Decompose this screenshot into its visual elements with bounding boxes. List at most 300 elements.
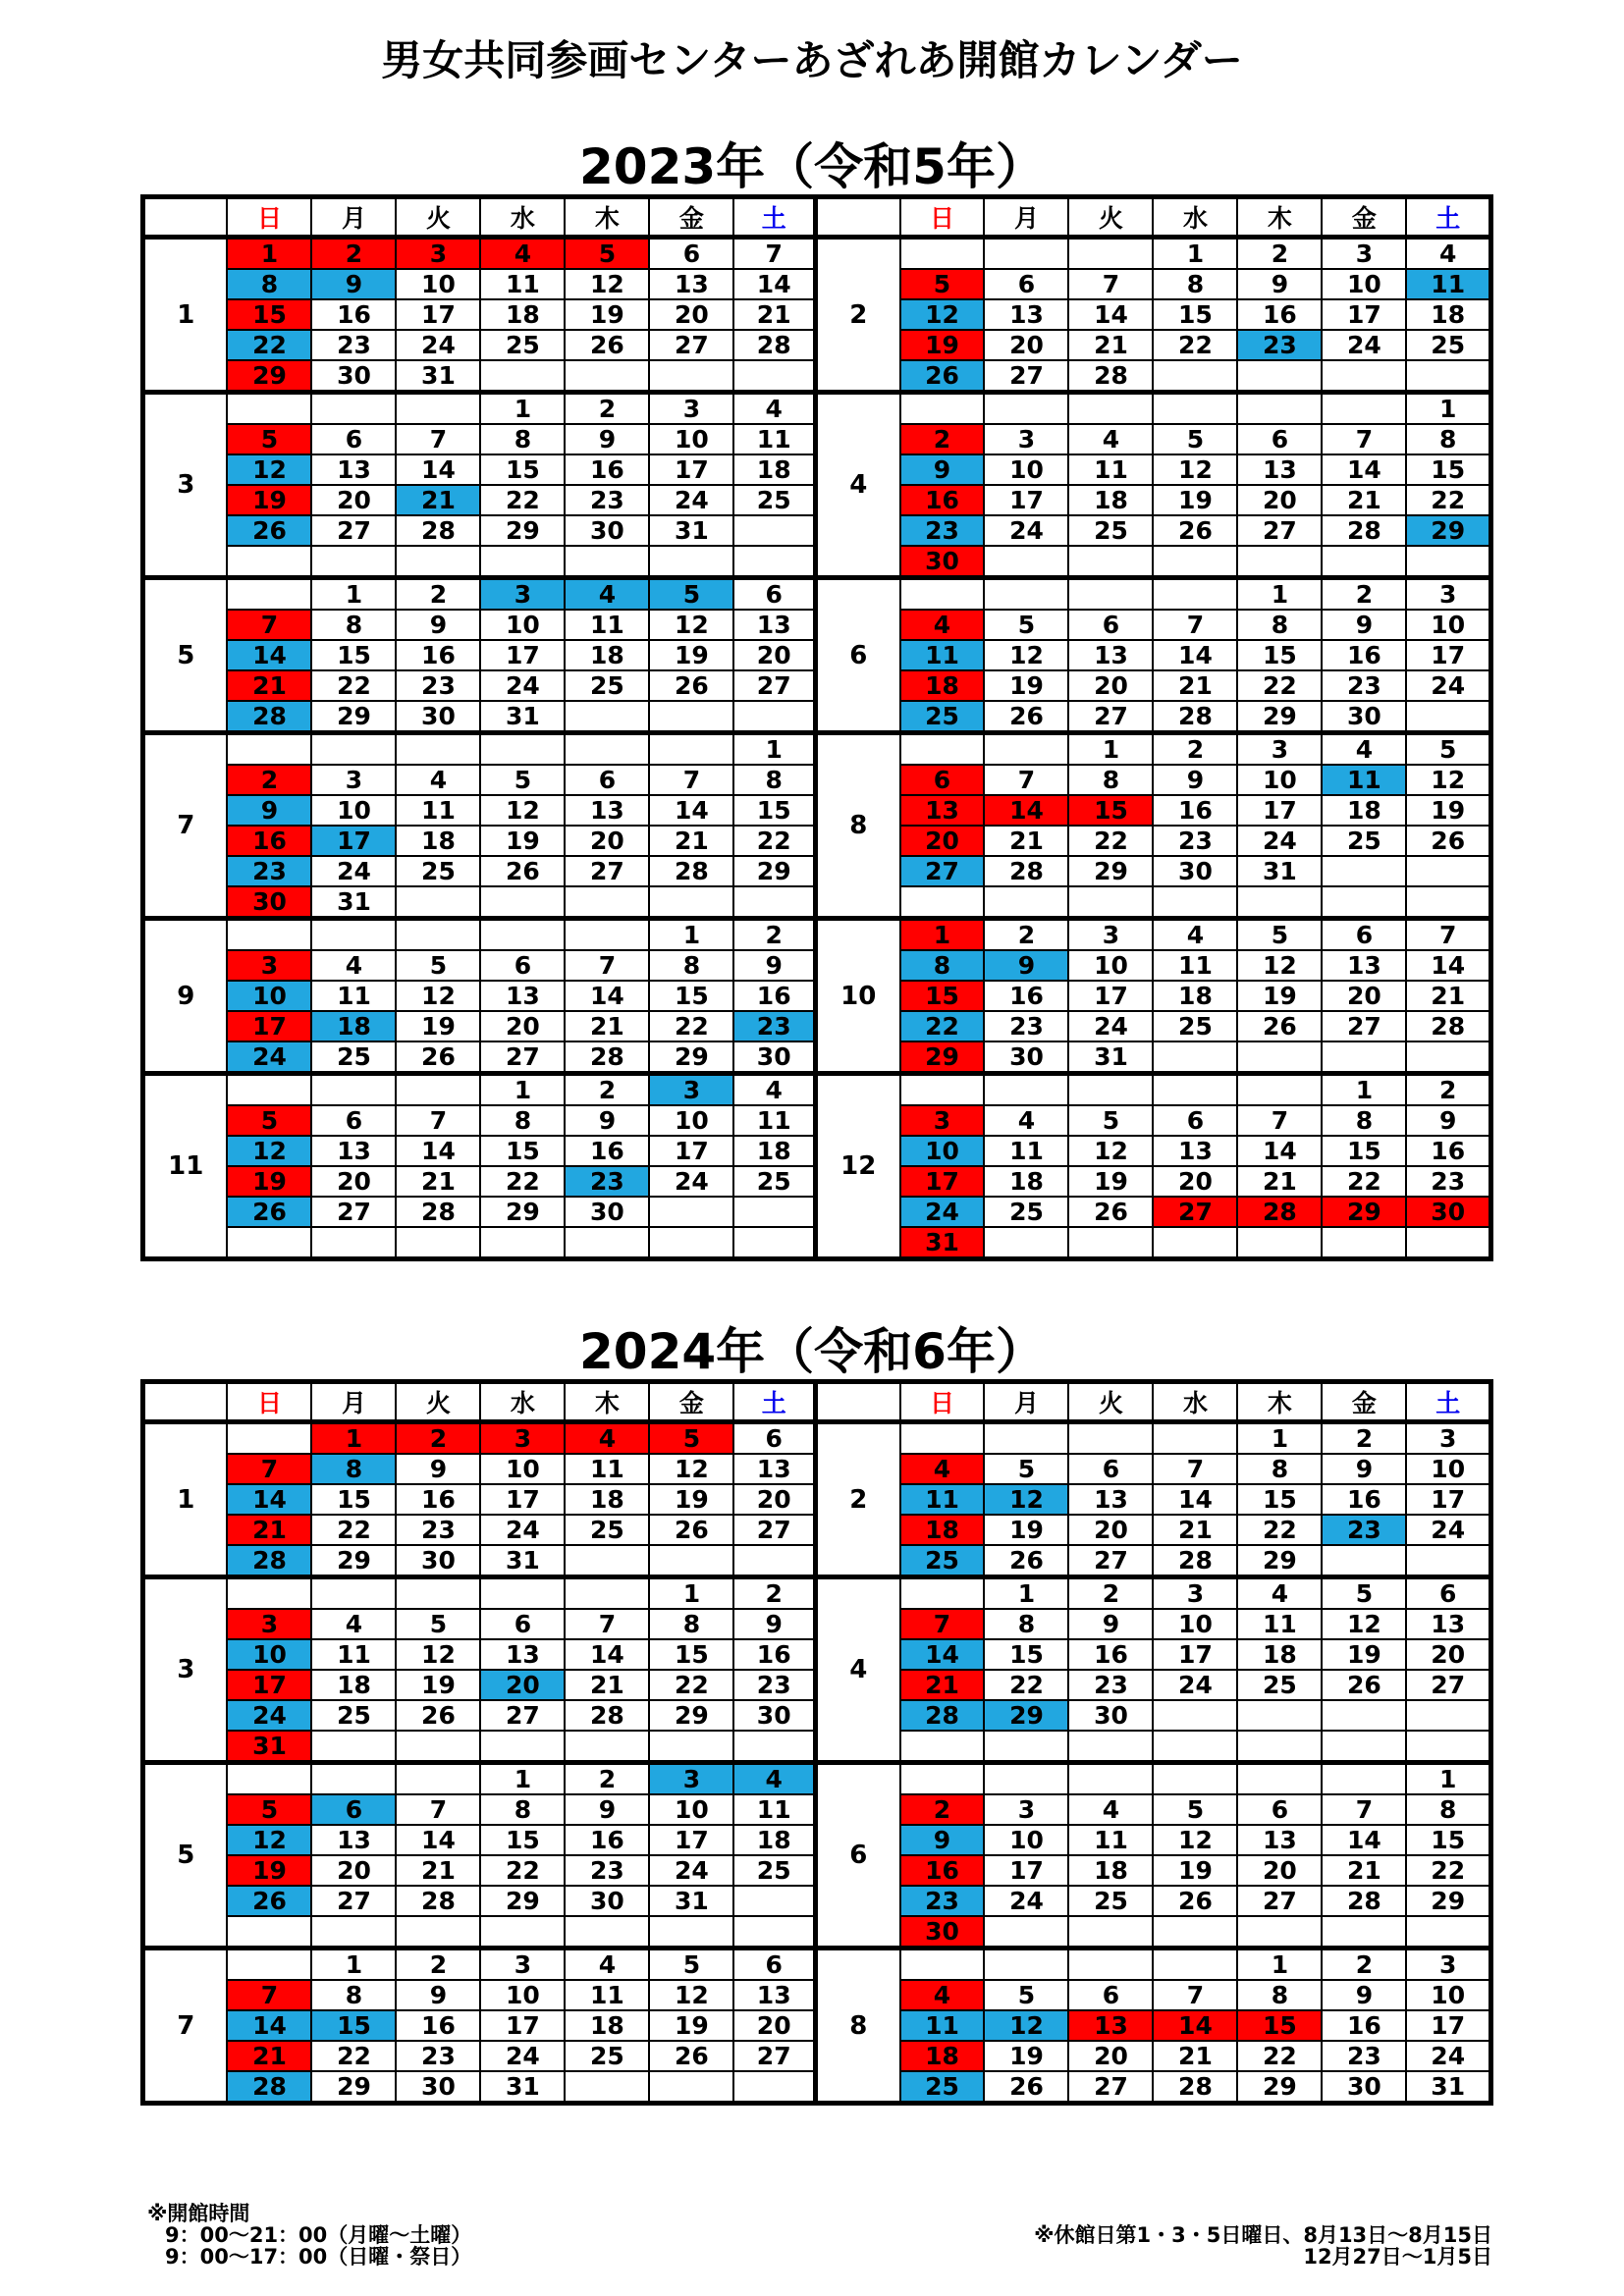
- day-cell: 25: [311, 1700, 396, 1731]
- day-cell: 14: [565, 981, 649, 1011]
- day-cell: 6: [1068, 1454, 1153, 1484]
- day-cell: 16: [227, 826, 311, 856]
- month-label: 8: [816, 1949, 900, 2104]
- year-title-2023: 2023年（令和5年）: [579, 138, 1045, 195]
- day-cell: [480, 1916, 565, 1949]
- day-cell: [396, 1074, 480, 1106]
- day-cell: 31: [396, 360, 480, 393]
- day-cell: 26: [396, 1041, 480, 1074]
- day-cell: 25: [1153, 1011, 1237, 1041]
- day-cell: 7: [1237, 1105, 1322, 1136]
- day-cell: 1: [311, 578, 396, 611]
- day-cell: 1: [480, 393, 565, 425]
- day-cell: 30: [311, 360, 396, 393]
- day-cell: 14: [396, 1136, 480, 1166]
- day-cell: 6: [1153, 1105, 1237, 1136]
- day-cell: 26: [227, 1886, 311, 1916]
- day-cell: 26: [1406, 826, 1490, 856]
- day-cell: 5: [227, 1105, 311, 1136]
- day-cell: 28: [1406, 1011, 1490, 1041]
- day-cell: 17: [649, 1825, 733, 1855]
- day-cell: 9: [1322, 610, 1406, 640]
- day-cell: 11: [311, 1639, 396, 1670]
- week-row: [143, 238, 1491, 270]
- month-label: 4: [816, 1577, 900, 1763]
- day-cell: 12: [984, 2010, 1068, 2041]
- day-cell: 27: [1068, 2071, 1153, 2104]
- day-cell: 21: [1068, 330, 1153, 360]
- day-cell: 21: [1406, 981, 1490, 1011]
- day-cell: 27: [733, 1515, 815, 1545]
- day-cell: 12: [227, 1136, 311, 1166]
- day-cell: [900, 1422, 985, 1455]
- day-cell: 3: [480, 578, 565, 611]
- day-cell: [227, 393, 311, 425]
- month-label: 7: [143, 1949, 228, 2104]
- day-cell: [565, 360, 649, 393]
- day-cell: 21: [649, 826, 733, 856]
- day-cell: 3: [649, 393, 733, 425]
- day-cell: 14: [565, 1639, 649, 1670]
- day-cell: 17: [1068, 981, 1153, 1011]
- day-cell: 7: [1153, 1454, 1237, 1484]
- day-cell: [1406, 1700, 1490, 1731]
- day-cell: 15: [1322, 1136, 1406, 1166]
- day-cell: [733, 701, 815, 733]
- day-cell: [1153, 1949, 1237, 1981]
- month-label: 11: [143, 1074, 228, 1259]
- day-cell: 7: [1322, 1794, 1406, 1825]
- day-cell: 7: [565, 1609, 649, 1639]
- day-cell: [900, 733, 985, 766]
- day-cell: 12: [900, 299, 985, 330]
- day-cell: [311, 1916, 396, 1949]
- day-cell: 13: [733, 610, 815, 640]
- day-cell: 17: [396, 299, 480, 330]
- day-cell: 4: [1406, 238, 1490, 270]
- day-cell: 20: [480, 1011, 565, 1041]
- day-cell: 18: [900, 1515, 985, 1545]
- day-cell: 28: [227, 701, 311, 733]
- day-cell: [1322, 1227, 1406, 1259]
- day-cell: [396, 393, 480, 425]
- month-label: 5: [143, 1763, 228, 1949]
- day-cell: 23: [396, 1515, 480, 1545]
- day-cell: 20: [480, 1670, 565, 1700]
- day-cell: [227, 1227, 311, 1259]
- day-cell: 19: [1237, 981, 1322, 1011]
- weekday-header: 金: [1322, 1382, 1406, 1422]
- day-cell: 16: [1406, 1136, 1490, 1166]
- day-cell: 21: [396, 1855, 480, 1886]
- day-cell: 9: [900, 454, 985, 485]
- day-cell: 15: [1237, 1484, 1322, 1515]
- day-cell: 2: [1237, 238, 1322, 270]
- day-cell: 29: [1068, 856, 1153, 886]
- day-cell: 5: [565, 238, 649, 270]
- day-cell: 28: [565, 1700, 649, 1731]
- day-cell: 25: [1068, 515, 1153, 546]
- day-cell: [1153, 1041, 1237, 1074]
- day-cell: 23: [1237, 330, 1322, 360]
- day-cell: 29: [900, 1041, 985, 1074]
- day-cell: [733, 1916, 815, 1949]
- day-cell: 28: [1153, 2071, 1237, 2104]
- day-cell: 8: [311, 610, 396, 640]
- day-cell: 31: [1237, 856, 1322, 886]
- day-cell: 31: [480, 701, 565, 733]
- day-cell: 5: [396, 1609, 480, 1639]
- day-cell: [900, 1763, 985, 1795]
- day-cell: [984, 1227, 1068, 1259]
- day-cell: 2: [900, 1794, 985, 1825]
- day-cell: 25: [480, 330, 565, 360]
- day-cell: 10: [1406, 1454, 1490, 1484]
- day-cell: 15: [984, 1639, 1068, 1670]
- day-cell: 22: [649, 1011, 733, 1041]
- day-cell: 1: [1237, 578, 1322, 611]
- day-cell: 13: [480, 981, 565, 1011]
- day-cell: 12: [227, 454, 311, 485]
- day-cell: [1406, 1545, 1490, 1577]
- weekday-header: 木: [1237, 1382, 1322, 1422]
- day-cell: 24: [649, 1166, 733, 1197]
- day-cell: 20: [1068, 1515, 1153, 1545]
- day-cell: 19: [396, 1011, 480, 1041]
- day-cell: 2: [1322, 578, 1406, 611]
- day-cell: 17: [480, 1484, 565, 1515]
- day-cell: 6: [733, 1422, 815, 1455]
- day-cell: 20: [733, 2010, 815, 2041]
- day-cell: 10: [649, 1105, 733, 1136]
- day-cell: [900, 1949, 985, 1981]
- weekday-header: 土: [1406, 1382, 1490, 1422]
- day-cell: 2: [565, 1763, 649, 1795]
- month-header-blank: [816, 197, 900, 238]
- day-cell: [565, 733, 649, 766]
- day-cell: 5: [984, 1980, 1068, 2010]
- day-cell: 18: [900, 670, 985, 701]
- day-cell: 4: [1068, 1794, 1153, 1825]
- day-cell: 7: [227, 1980, 311, 2010]
- day-cell: [1068, 1074, 1153, 1106]
- day-cell: [733, 1731, 815, 1763]
- day-cell: 18: [984, 1166, 1068, 1197]
- day-cell: [649, 886, 733, 919]
- day-cell: 2: [1068, 1577, 1153, 1610]
- day-cell: 17: [227, 1670, 311, 1700]
- day-cell: 6: [649, 238, 733, 270]
- day-cell: [1406, 1731, 1490, 1763]
- weekday-header: 日: [900, 1382, 985, 1422]
- day-cell: 30: [900, 1916, 985, 1949]
- day-cell: 4: [480, 238, 565, 270]
- day-cell: [1322, 1700, 1406, 1731]
- day-cell: [1153, 886, 1237, 919]
- weekday-header: 木: [1237, 197, 1322, 238]
- day-cell: 26: [1153, 515, 1237, 546]
- day-cell: 9: [1406, 1105, 1490, 1136]
- day-cell: 29: [311, 2071, 396, 2104]
- day-cell: 28: [396, 1197, 480, 1227]
- day-cell: 7: [396, 424, 480, 454]
- day-cell: [1068, 546, 1153, 578]
- day-cell: 30: [565, 1886, 649, 1916]
- weekday-header: 木: [565, 1382, 649, 1422]
- day-cell: 25: [900, 1545, 985, 1577]
- week-row: [143, 1949, 1491, 1981]
- day-cell: 19: [1068, 1166, 1153, 1197]
- day-cell: 4: [900, 1454, 985, 1484]
- day-cell: 12: [396, 1639, 480, 1670]
- day-cell: 26: [565, 330, 649, 360]
- day-cell: 21: [227, 670, 311, 701]
- day-cell: 19: [649, 640, 733, 670]
- day-cell: 20: [733, 640, 815, 670]
- day-cell: [480, 546, 565, 578]
- day-cell: 3: [396, 238, 480, 270]
- day-cell: [1237, 1227, 1322, 1259]
- day-cell: 19: [984, 670, 1068, 701]
- day-cell: 8: [1237, 610, 1322, 640]
- day-cell: 1: [649, 1577, 733, 1610]
- day-cell: 19: [649, 1484, 733, 1515]
- week-row: [143, 1763, 1491, 1795]
- day-cell: 18: [396, 826, 480, 856]
- day-cell: 19: [1322, 1639, 1406, 1670]
- day-cell: 29: [984, 1700, 1068, 1731]
- day-cell: 18: [1406, 299, 1490, 330]
- day-cell: [227, 733, 311, 766]
- day-cell: [900, 1731, 985, 1763]
- day-cell: 17: [1406, 1484, 1490, 1515]
- day-cell: 6: [1068, 610, 1153, 640]
- day-cell: 13: [1237, 1825, 1322, 1855]
- day-cell: 18: [311, 1670, 396, 1700]
- day-cell: 12: [649, 1980, 733, 2010]
- day-cell: 13: [649, 269, 733, 299]
- day-cell: 8: [480, 1794, 565, 1825]
- weekday-header: 水: [480, 197, 565, 238]
- day-cell: 8: [649, 950, 733, 981]
- day-cell: 18: [900, 2041, 985, 2071]
- day-cell: [396, 546, 480, 578]
- day-cell: 5: [900, 269, 985, 299]
- day-cell: 28: [984, 856, 1068, 886]
- day-cell: [900, 886, 985, 919]
- day-cell: 19: [1153, 1855, 1237, 1886]
- day-cell: 9: [733, 950, 815, 981]
- day-cell: 22: [480, 1855, 565, 1886]
- day-cell: [984, 1763, 1068, 1795]
- day-cell: 12: [396, 981, 480, 1011]
- day-cell: 9: [1322, 1454, 1406, 1484]
- weekday-header: 月: [984, 197, 1068, 238]
- day-cell: 16: [984, 981, 1068, 1011]
- day-cell: 21: [396, 1166, 480, 1197]
- day-cell: 8: [480, 1105, 565, 1136]
- day-cell: 7: [733, 238, 815, 270]
- day-cell: 14: [1068, 299, 1153, 330]
- week-row: [143, 578, 1491, 611]
- day-cell: [227, 546, 311, 578]
- day-cell: 9: [311, 269, 396, 299]
- day-cell: 14: [1153, 1484, 1237, 1515]
- day-cell: 14: [1406, 950, 1490, 981]
- day-cell: 7: [227, 610, 311, 640]
- day-cell: 8: [1153, 269, 1237, 299]
- day-cell: 15: [311, 2010, 396, 2041]
- day-cell: [311, 546, 396, 578]
- day-cell: 16: [1322, 2010, 1406, 2041]
- day-cell: [733, 360, 815, 393]
- day-cell: [311, 1074, 396, 1106]
- day-cell: [1153, 1422, 1237, 1455]
- day-cell: 22: [1237, 1515, 1322, 1545]
- day-cell: 14: [900, 1639, 985, 1670]
- day-cell: 19: [227, 485, 311, 515]
- day-cell: 26: [900, 360, 985, 393]
- day-cell: [1322, 393, 1406, 425]
- day-cell: 30: [733, 1700, 815, 1731]
- day-cell: 9: [565, 424, 649, 454]
- day-cell: 28: [1153, 701, 1237, 733]
- day-cell: 24: [480, 1515, 565, 1545]
- day-cell: 13: [733, 1454, 815, 1484]
- day-cell: [900, 1074, 985, 1106]
- day-cell: [649, 1545, 733, 1577]
- day-cell: 23: [565, 1166, 649, 1197]
- day-cell: [1068, 1916, 1153, 1949]
- month-label: 12: [816, 1074, 900, 1259]
- day-cell: 19: [227, 1855, 311, 1886]
- day-cell: 18: [733, 1825, 815, 1855]
- day-cell: 15: [1237, 2010, 1322, 2041]
- day-cell: [1237, 1731, 1322, 1763]
- day-cell: 22: [649, 1670, 733, 1700]
- day-cell: 15: [480, 1825, 565, 1855]
- day-cell: [1322, 360, 1406, 393]
- day-cell: 10: [227, 981, 311, 1011]
- day-cell: [565, 1577, 649, 1610]
- day-cell: 9: [396, 1454, 480, 1484]
- day-cell: 29: [1237, 2071, 1322, 2104]
- day-cell: 8: [311, 1454, 396, 1484]
- day-cell: 25: [1406, 330, 1490, 360]
- day-cell: 24: [984, 1886, 1068, 1916]
- day-cell: [984, 1074, 1068, 1106]
- weekday-header: 水: [1153, 197, 1237, 238]
- day-cell: 22: [311, 670, 396, 701]
- day-cell: 11: [1237, 1609, 1322, 1639]
- day-cell: 3: [984, 424, 1068, 454]
- day-cell: [1322, 886, 1406, 919]
- day-cell: 23: [1322, 1515, 1406, 1545]
- day-cell: 2: [733, 1577, 815, 1610]
- weekday-header: 火: [396, 1382, 480, 1422]
- day-cell: [733, 515, 815, 546]
- day-cell: 20: [649, 299, 733, 330]
- day-cell: 28: [649, 856, 733, 886]
- day-cell: 8: [1237, 1454, 1322, 1484]
- day-cell: [311, 1227, 396, 1259]
- day-cell: 29: [733, 856, 815, 886]
- day-cell: 22: [1237, 670, 1322, 701]
- day-cell: 21: [565, 1670, 649, 1700]
- day-cell: 11: [733, 1794, 815, 1825]
- day-cell: 27: [649, 330, 733, 360]
- day-cell: 14: [1237, 1136, 1322, 1166]
- day-cell: 2: [733, 919, 815, 951]
- day-cell: 13: [1153, 1136, 1237, 1166]
- day-cell: 30: [900, 546, 985, 578]
- day-cell: 9: [1237, 269, 1322, 299]
- day-cell: 5: [649, 1949, 733, 1981]
- month-label: 1: [143, 238, 228, 393]
- day-cell: 8: [900, 950, 985, 981]
- day-cell: 5: [1406, 733, 1490, 766]
- day-cell: 25: [900, 2071, 985, 2104]
- day-cell: 27: [1153, 1197, 1237, 1227]
- day-cell: [1237, 1763, 1322, 1795]
- day-cell: 14: [227, 640, 311, 670]
- day-cell: 15: [311, 1484, 396, 1515]
- day-cell: [984, 393, 1068, 425]
- day-cell: 11: [1068, 1825, 1153, 1855]
- day-cell: 27: [984, 360, 1068, 393]
- day-cell: 29: [480, 1886, 565, 1916]
- day-cell: 10: [649, 1794, 733, 1825]
- day-cell: 25: [984, 1197, 1068, 1227]
- day-cell: [900, 1577, 985, 1610]
- day-cell: [649, 1197, 733, 1227]
- day-cell: 27: [480, 1700, 565, 1731]
- opening-hours-title: ※開館時間: [147, 2202, 250, 2225]
- day-cell: 18: [1322, 795, 1406, 826]
- day-cell: 24: [1406, 1515, 1490, 1545]
- day-cell: 14: [649, 795, 733, 826]
- month-label: 8: [816, 733, 900, 919]
- day-cell: [984, 1916, 1068, 1949]
- day-cell: 4: [733, 393, 815, 425]
- day-cell: 19: [480, 826, 565, 856]
- day-cell: 7: [396, 1794, 480, 1825]
- day-cell: [1322, 546, 1406, 578]
- day-cell: 29: [480, 1197, 565, 1227]
- day-cell: 26: [1068, 1197, 1153, 1227]
- day-cell: [1068, 1731, 1153, 1763]
- day-cell: 5: [984, 610, 1068, 640]
- day-cell: 20: [1237, 1855, 1322, 1886]
- day-cell: 3: [311, 765, 396, 795]
- weekday-header: 土: [1406, 197, 1490, 238]
- day-cell: 2: [311, 238, 396, 270]
- day-cell: 20: [733, 1484, 815, 1515]
- day-cell: 12: [227, 1825, 311, 1855]
- day-cell: 14: [227, 2010, 311, 2041]
- day-cell: 17: [311, 826, 396, 856]
- day-cell: 2: [984, 919, 1068, 951]
- day-cell: [480, 733, 565, 766]
- weekday-header: 日: [900, 197, 985, 238]
- day-cell: 2: [1322, 1422, 1406, 1455]
- weekday-header: 日: [227, 1382, 311, 1422]
- day-cell: 8: [1406, 1794, 1490, 1825]
- day-cell: 12: [984, 640, 1068, 670]
- day-cell: 8: [649, 1609, 733, 1639]
- day-cell: 7: [900, 1609, 985, 1639]
- day-cell: 5: [227, 424, 311, 454]
